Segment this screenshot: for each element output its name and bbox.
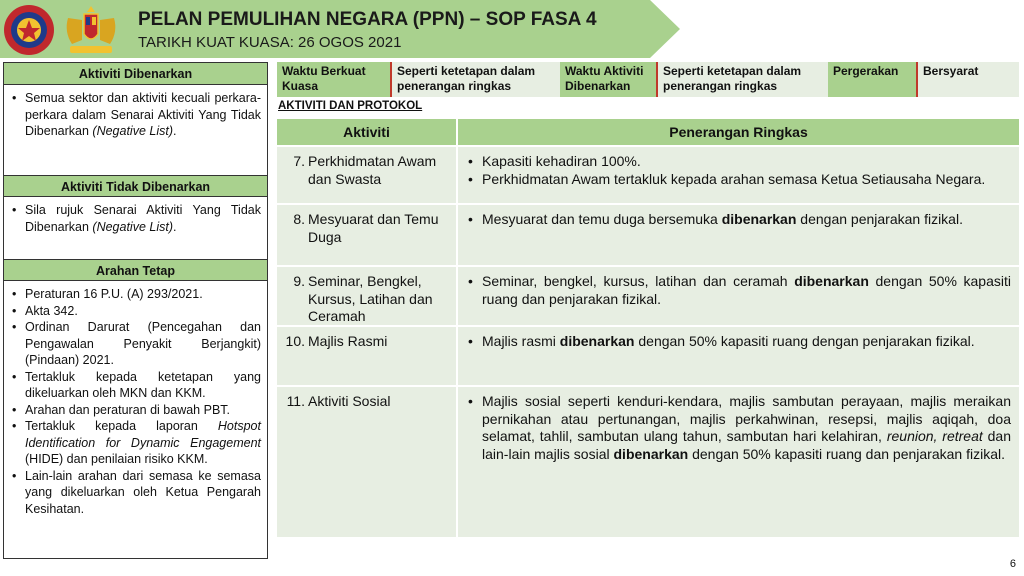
table-row-activity <box>277 327 456 385</box>
page-number: 6 <box>1009 558 1016 570</box>
list-item <box>10 303 261 320</box>
allowed-activities-heading: Aktiviti Dibenarkan <box>4 63 267 85</box>
row-number: 8. <box>293 211 305 227</box>
row-number: 11. <box>286 393 305 409</box>
list-item-text: Tertakluk kepada ketetapan yang dikeluarkan oleh MKN dan KKM. <box>25 369 261 400</box>
list-item-tail: . <box>173 124 177 138</box>
description-text: dengan 50% kapasiti ruang dengan penjarakan fizikal. <box>634 333 975 349</box>
list-item-italic: (Negative List) <box>92 219 173 234</box>
row-activity-name: Majlis Rasmi <box>308 333 388 349</box>
list-item-text: Sila rujuk Senarai Aktiviti Yang Tidak Dibenarkan <box>25 203 261 234</box>
page-title: PELAN PEMULIHAN NEGARA (PPN) – SOP FASA 4 <box>138 9 597 30</box>
list-item-tail: . <box>173 219 177 234</box>
description-bullet <box>466 153 1011 171</box>
description-bullet <box>466 211 1011 229</box>
table-row-description <box>458 147 1019 203</box>
list-item-text: Peraturan 16 P.U. (A) 293/2021. <box>25 287 203 301</box>
row-number: 9. <box>293 273 305 289</box>
description-bullet <box>466 273 1011 308</box>
not-allowed-activities-heading: Aktiviti Tidak Dibenarkan <box>4 175 267 197</box>
table-row-activity <box>277 267 456 325</box>
list-item <box>10 418 261 468</box>
row-activity-name: Aktiviti Sosial <box>308 393 391 409</box>
list-item <box>10 90 261 140</box>
movement-value: Bersyarat <box>918 62 1019 97</box>
list-item <box>10 468 261 518</box>
row-number: 10. <box>285 333 305 349</box>
list-item-text: Lain-lain arahan dari semasa ke semasa yang dikeluarkan oleh Ketua Pengarah Kesihatan. <box>25 468 261 516</box>
list-item <box>10 402 261 419</box>
list-item-italic: (Negative List) <box>92 124 173 138</box>
list-item-tail: (HIDE) dan penilaian risiko KKM. <box>25 452 208 466</box>
description-text: Seminar, bengkel, kursus, latihan dan ceramah <box>482 273 795 289</box>
row-activity-name: Perkhidmatan Awam dan Swasta <box>308 153 437 187</box>
table-row-activity <box>277 205 456 265</box>
description-bullet <box>466 333 1011 351</box>
description-text: dan lain-lain majlis sosial <box>482 428 1012 462</box>
emphasis-italic: reunion, retreat <box>886 428 983 444</box>
list-item-text: Tertakluk kepada laporan <box>25 419 218 433</box>
row-number: 7. <box>293 153 305 169</box>
description-list <box>458 267 1019 308</box>
list-item-text: Akta 342. <box>25 303 78 318</box>
emphasis-bold: dibenarkan <box>794 273 869 289</box>
description-list <box>458 147 1019 188</box>
allowed-activities-list <box>4 85 267 175</box>
malaysia-coat-of-arms-icon <box>58 4 124 56</box>
list-item <box>10 202 261 235</box>
not-allowed-activities-list <box>4 197 267 259</box>
table-row-description <box>458 327 1019 385</box>
movement-label: Pergerakan <box>828 62 918 97</box>
list-item-italic: Hotspot Identification for Dynamic Engagement <box>25 419 261 450</box>
list-item <box>10 286 261 303</box>
activity-time-value: Seperti ketetapan dalam penerangan ringkas <box>658 62 828 97</box>
emphasis-bold: dibenarkan <box>721 211 797 227</box>
description-list <box>458 327 1019 351</box>
activity-column-header: Aktiviti <box>277 119 456 145</box>
description-column-header: Penerangan Ringkas <box>458 119 1019 145</box>
left-panel <box>3 62 268 559</box>
row-activity-name: Mesyuarat dan Temu Duga <box>308 211 439 245</box>
table-row-description <box>458 205 1019 265</box>
page-subtitle: TARIKH KUAT KUASA: 26 OGOS 2021 <box>138 34 402 51</box>
standing-orders-list <box>4 281 267 521</box>
table-row-activity <box>277 147 456 203</box>
emphasis-bold: dibenarkan <box>613 445 689 462</box>
row-activity-name: Seminar, Bengkel, Kursus, Latihan dan Ceramah <box>308 273 433 324</box>
table-row-description <box>458 267 1019 325</box>
table-row-activity <box>277 387 456 537</box>
activity-time-label: Waktu Aktiviti Dibenarkan <box>560 62 658 97</box>
effective-time-label: Waktu Berkuat Kuasa <box>277 62 392 97</box>
list-item-text: Semua sektor dan aktiviti kecuali perkara-perkara dalam Senarai Aktiviti Yang Tidak Dibenarkan <box>25 91 261 138</box>
description-text: Majlis sosial seperti kenduri-kendara, majlis sambutan perayaan, majlis meraikan pernikahan atau pertunangan, majlis perkahwinan, resepsi, majlis aqiqah, doa selamat, tahlil, sambutan ulang tahun, sambutan hari kelahiran, <box>482 393 1011 444</box>
description-bullet <box>466 171 1011 189</box>
description-text: Perkhidmatan Awam tertakluk kepada arahan semasa Ketua Setiausaha Negara. <box>482 170 986 187</box>
description-text: Kapasiti kehadiran 100%. <box>482 153 641 169</box>
list-item <box>10 319 261 369</box>
description-text: Mesyuarat dan temu duga bersemuka <box>482 211 722 227</box>
nsc-emblem-icon <box>3 4 55 56</box>
description-text: dengan 50% kapasiti ruang dan penjarakan fizikal. <box>688 445 1005 462</box>
list-item <box>10 369 261 402</box>
section-label: AKTIVITI DAN PROTOKOL <box>278 100 423 112</box>
effective-time-value: Seperti ketetapan dalam penerangan ringkas <box>392 62 560 97</box>
description-bullet <box>466 393 1011 463</box>
description-list <box>458 387 1019 463</box>
standing-orders-heading: Arahan Tetap <box>4 259 267 281</box>
list-item-text: Ordinan Darurat (Pencegahan dan Pengawalan Penyakit Berjangkit) (Pindaan) 2021. <box>25 320 261 367</box>
table-row-description <box>458 387 1019 537</box>
emphasis-bold: dibenarkan <box>559 333 635 349</box>
description-text: dengan penjarakan fizikal. <box>796 211 963 227</box>
list-item-text: Arahan dan peraturan di bawah PBT. <box>25 402 230 417</box>
description-text: Majlis rasmi <box>482 333 560 349</box>
description-text: dengan 50% kapasiti ruang dan penjarakan fizikal. <box>482 273 1011 307</box>
description-list <box>458 205 1019 229</box>
